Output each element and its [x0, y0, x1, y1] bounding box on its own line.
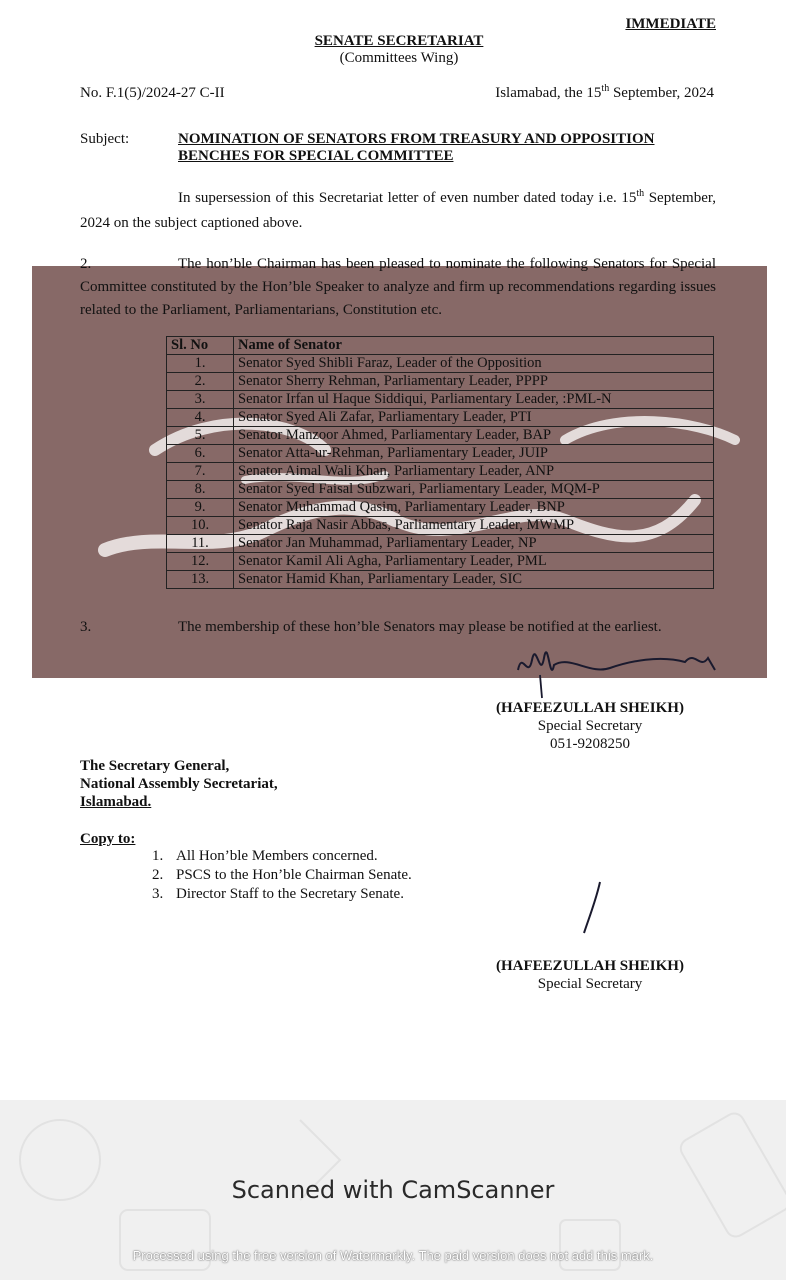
sl-number-cell: 11. [167, 535, 234, 553]
table-row [167, 553, 714, 571]
table-row [167, 445, 714, 463]
watermarkly-notice: Processed using the free version of Watermarkly. The paid version does not add this mark. [132, 1248, 654, 1263]
sl-number-cell: 9. [167, 499, 234, 517]
list-item: 1. All Hon’ble Members concerned. [152, 848, 378, 864]
senator-name-cell: Senator Manzoor Ahmed, Parliamentary Leader, BAP [234, 427, 714, 445]
subject-label: Subject: [80, 131, 130, 147]
table-row [167, 355, 714, 373]
table-row [167, 535, 714, 553]
date-line: Islamabad, the 15th September, 2024 [495, 83, 714, 101]
sl-number-cell: 1. [167, 355, 234, 373]
addressee-line: Islamabad. [80, 794, 152, 810]
senator-name-cell: Senator Raja Nasir Abbas, Parliamentary Leader, MWMP [234, 517, 714, 535]
org-heading: SENATE SECRETARIAT [314, 33, 484, 49]
table-row [167, 571, 714, 589]
signatory-designation: Special Secretary [537, 976, 643, 992]
addressee-line: National Assembly Secretariat, [80, 776, 278, 792]
table-row [167, 481, 714, 499]
file-number: No. F.1(5)/2024-27 C-II [80, 85, 225, 101]
table-row [167, 427, 714, 445]
table-row [167, 409, 714, 427]
table-row [167, 391, 714, 409]
table-row [167, 499, 714, 517]
sl-number-cell: 10. [167, 517, 234, 535]
signature-image [510, 640, 730, 700]
table-row [167, 373, 714, 391]
table-header-row [167, 337, 714, 355]
copy-to-label: Copy to: [80, 831, 136, 847]
senator-name-cell: Senator Aimal Wali Khan, Parliamentary Leader, ANP [234, 463, 714, 481]
signatory-designation: Special Secretary [537, 718, 643, 734]
senator-name-cell: Senator Syed Faisal Subzwari, Parliamentary Leader, MQM-P [234, 481, 714, 499]
senator-name-cell: Senator Kamil Ali Agha, Parliamentary Leader, PML [234, 553, 714, 571]
signatory-name: (HAFEEZULLAH SHEIKH) [496, 700, 684, 716]
sl-number-cell: 3. [167, 391, 234, 409]
table-row [167, 463, 714, 481]
column-header-name: Name of Senator [234, 337, 714, 355]
table-row [167, 517, 714, 535]
paragraph-2: 2. The hon’ble Chairman has been pleased to nominate the following Senators for Special Committee constituted by the Hon’ble Speaker to analyze and firm up recommendations regarding issues related to the Parliament, Parliamentarians, Constitution etc. [80, 256, 716, 318]
list-item: 2. PSCS to the Hon’ble Chairman Senate. [152, 867, 412, 883]
column-header-sl: Sl. No [167, 337, 234, 355]
copy-to-list [152, 847, 412, 904]
sl-number-cell: 8. [167, 481, 234, 499]
senator-name-cell: Senator Atta-ur-Rehman, Parliamentary Leader, JUIP [234, 445, 714, 463]
camscanner-label: Scanned with CamScanner [231, 1176, 555, 1204]
senator-name-cell: Senator Hamid Khan, Parliamentary Leader, SIC [234, 571, 714, 589]
sl-number-cell: 5. [167, 427, 234, 445]
sl-number-cell: 2. [167, 373, 234, 391]
addressee-line: The Secretary General, [80, 758, 230, 774]
senator-name-cell: Senator Syed Shibli Faraz, Leader of the Opposition [234, 355, 714, 373]
initials-mark [578, 880, 608, 935]
senator-name-cell: Senator Irfan ul Haque Siddiqui, Parliamentary Leader, :PML-N [234, 391, 714, 409]
sl-number-cell: 6. [167, 445, 234, 463]
addressee-block [80, 757, 278, 811]
signatory-name: (HAFEEZULLAH SHEIKH) [496, 958, 684, 974]
list-item: 3. Director Staff to the Secretary Senate. [152, 886, 404, 902]
subject-text: NOMINATION OF SENATORS FROM TREASURY AND OPPOSITION BENCHES FOR SPECIAL COMMITTEE [178, 131, 655, 164]
signatory-phone: 051-9208250 [550, 736, 630, 752]
senator-name-cell: Senator Syed Ali Zafar, Parliamentary Leader, PTI [234, 409, 714, 427]
priority-label: IMMEDIATE [625, 16, 716, 32]
senator-name-cell: Senator Muhammad Qasim, Parliamentary Leader, BNP [234, 499, 714, 517]
paragraph-1: In supersession of this Secretariat letter of even number dated today i.e. 15th September, 2024 on the subject captioned above. [80, 188, 716, 231]
sl-number-cell: 7. [167, 463, 234, 481]
sl-number-cell: 12. [167, 553, 234, 571]
sl-number-cell: 13. [167, 571, 234, 589]
senator-name-cell: Senator Jan Muhammad, Parliamentary Leader, NP [234, 535, 714, 553]
paragraph-3: 3. The membership of these hon’ble Senators may please be notified at the earliest. [80, 619, 662, 635]
org-wing: (Committees Wing) [339, 50, 459, 66]
senator-name-cell: Senator Sherry Rehman, Parliamentary Leader, PPPP [234, 373, 714, 391]
sl-number-cell: 4. [167, 409, 234, 427]
senators-table [166, 336, 714, 589]
